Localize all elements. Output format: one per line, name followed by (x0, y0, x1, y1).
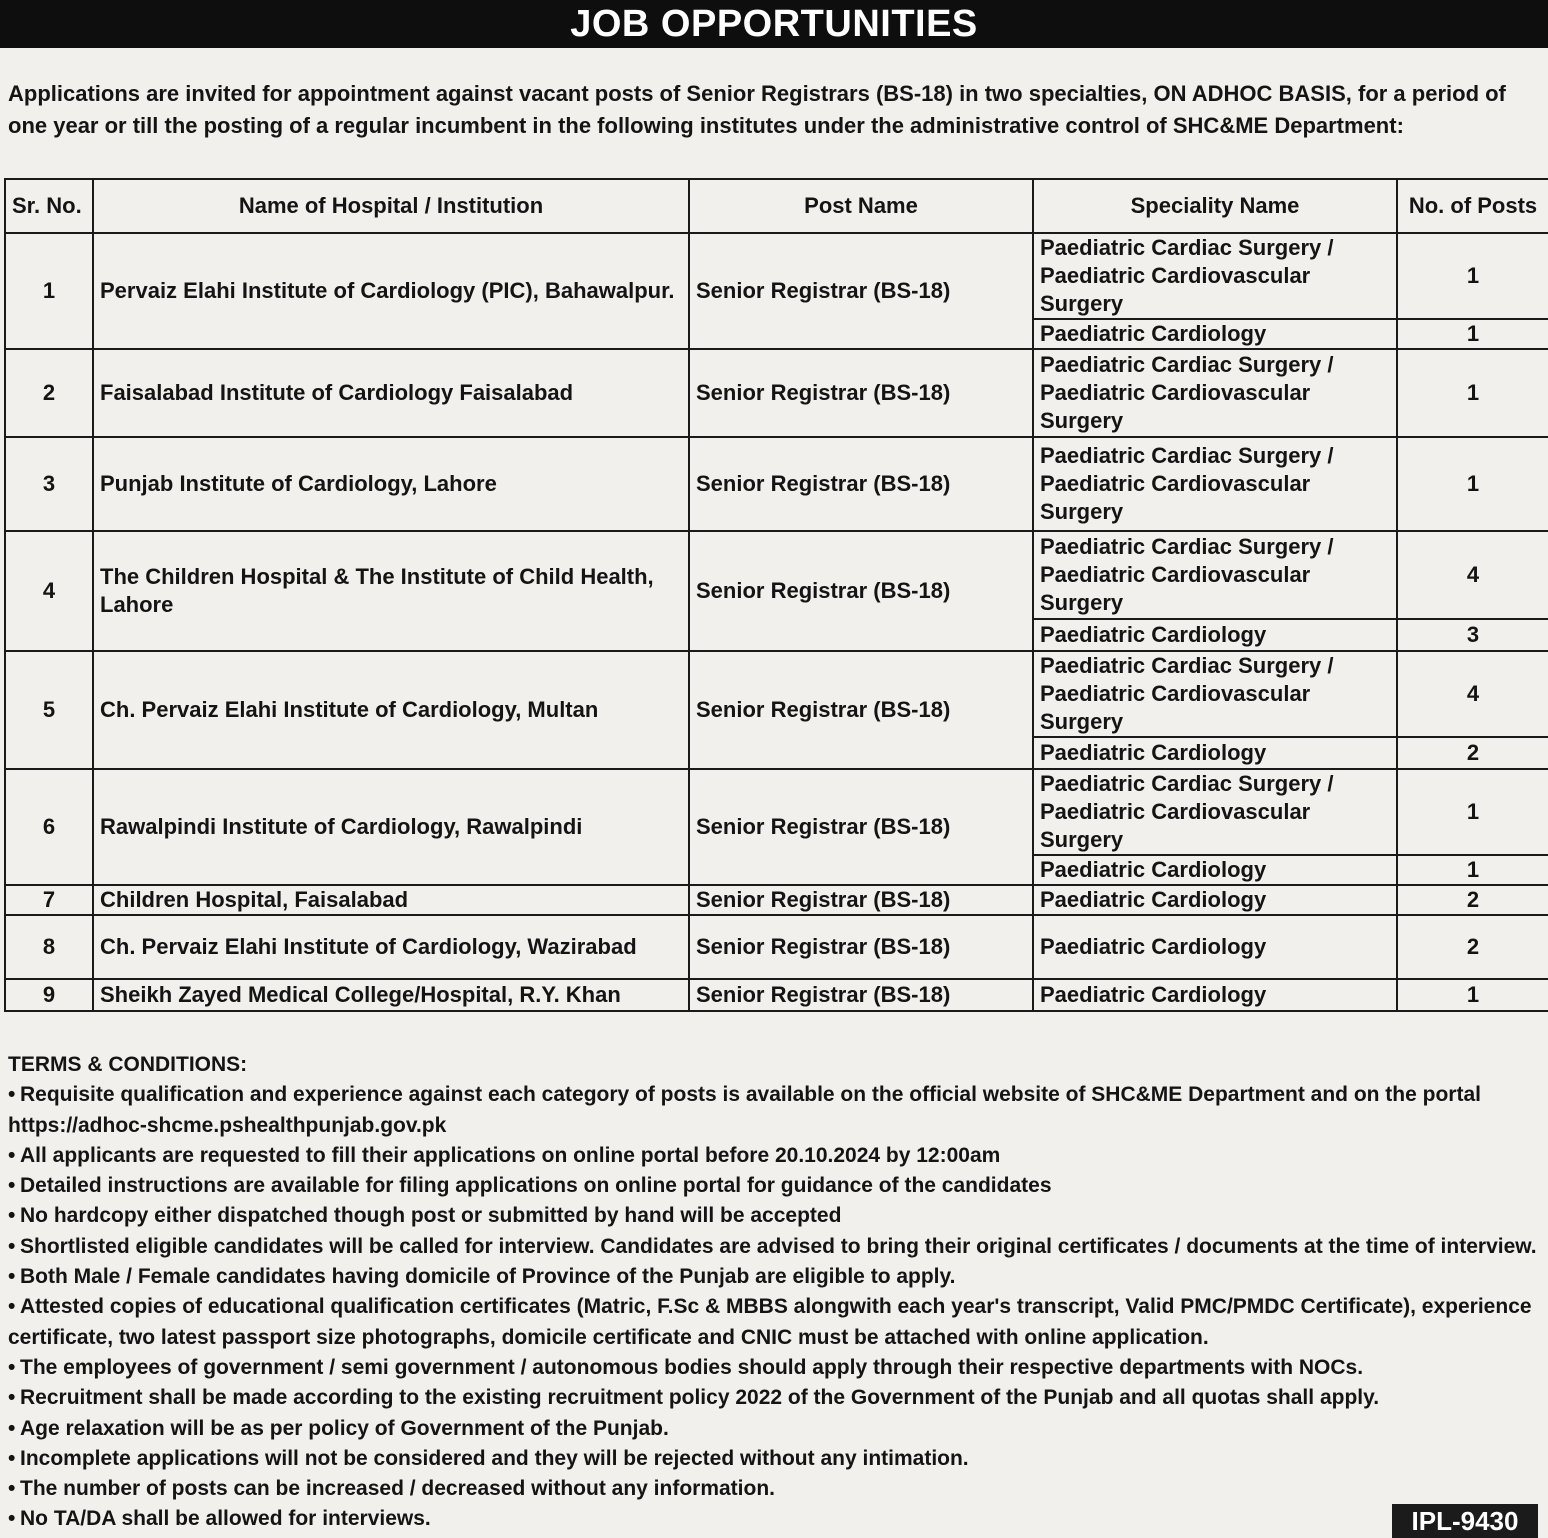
cell-speciality: Paediatric Cardiac Surgery / Paediatric Cardiovascular Surgery (1033, 769, 1397, 855)
terms-item (8, 1262, 1538, 1292)
cell-speciality: Paediatric Cardiac Surgery / Paediatric Cardiovascular Surgery (1033, 437, 1397, 531)
cell-sr-no: 9 (5, 979, 93, 1011)
terms-item (8, 1201, 1538, 1231)
bullet-icon: • (8, 1143, 16, 1167)
terms-item (8, 1414, 1538, 1444)
header-speciality: Speciality Name (1033, 179, 1397, 233)
table-body (5, 233, 1548, 1011)
terms-item-text: Age relaxation will be as per policy of Government of the Punjab. (20, 1416, 669, 1440)
cell-no-of-posts: 1 (1397, 319, 1548, 349)
cell-post-name: Senior Registrar (BS-18) (689, 349, 1033, 437)
cell-no-of-posts: 2 (1397, 915, 1548, 979)
terms-item-text: All applicants are requested to fill their applications on online portal before 20.10.2024 by 12:00am (20, 1143, 1001, 1167)
cell-post-name: Senior Registrar (BS-18) (689, 651, 1033, 769)
cell-hospital: Rawalpindi Institute of Cardiology, Rawalpindi (93, 769, 689, 885)
cell-no-of-posts: 1 (1397, 769, 1548, 855)
terms-title: TERMS & CONDITIONS: (8, 1053, 248, 1076)
cell-sr-no: 6 (5, 769, 93, 885)
cell-speciality: Paediatric Cardiac Surgery / Paediatric Cardiovascular Surgery (1033, 349, 1397, 437)
cell-speciality: Paediatric Cardiology (1033, 737, 1397, 769)
cell-post-name: Senior Registrar (BS-18) (689, 531, 1033, 651)
terms-item-text: Requisite qualification and experience against each category of posts is available on the official website of SHC&ME Department and on the portal https://adhoc-shcme.pshealthpunjab.gov.pk (8, 1083, 1481, 1137)
bullet-icon: • (8, 1234, 16, 1258)
cell-hospital: Children Hospital, Faisalabad (93, 885, 689, 915)
cell-hospital: Ch. Pervaiz Elahi Institute of Cardiology, Wazirabad (93, 915, 689, 979)
cell-no-of-posts: 2 (1397, 737, 1548, 769)
cell-speciality: Paediatric Cardiology (1033, 885, 1397, 915)
cell-speciality: Paediatric Cardiology (1033, 319, 1397, 349)
cell-hospital: The Children Hospital & The Institute of Child Health, Lahore (93, 531, 689, 651)
cell-speciality: Paediatric Cardiology (1033, 855, 1397, 885)
terms-item (8, 1232, 1538, 1262)
cell-speciality: Paediatric Cardiology (1033, 619, 1397, 651)
terms-item (8, 1383, 1538, 1413)
bullet-icon: • (8, 1355, 16, 1379)
bullet-icon: • (8, 1446, 16, 1470)
terms-item (8, 1171, 1538, 1201)
table-row (5, 437, 1548, 531)
bullet-icon: • (8, 1265, 16, 1289)
bullet-icon: • (8, 1507, 16, 1531)
header-hospital: Name of Hospital / Institution (93, 179, 689, 233)
bullet-icon: • (8, 1174, 16, 1198)
bullet-icon: • (8, 1477, 16, 1501)
cell-hospital: Sheikh Zayed Medical College/Hospital, R.Y. Khan (93, 979, 689, 1011)
cell-no-of-posts: 1 (1397, 855, 1548, 885)
terms-section (8, 1050, 1538, 1535)
terms-item-text: The employees of government / semi government / autonomous bodies should apply through their respective departments with NOCs. (20, 1355, 1364, 1379)
cell-sr-no: 5 (5, 651, 93, 769)
terms-item-text: Both Male / Female candidates having domicile of Province of the Punjab are eligible to apply. (20, 1265, 956, 1289)
table-row (5, 979, 1548, 1011)
cell-post-name: Senior Registrar (BS-18) (689, 885, 1033, 915)
bullet-icon: • (8, 1416, 16, 1440)
terms-item (8, 1353, 1538, 1383)
cell-no-of-posts: 1 (1397, 349, 1548, 437)
terms-item (8, 1504, 1538, 1534)
terms-item-text: The number of posts can be increased / decreased without any information. (20, 1477, 775, 1501)
terms-item-text: No TA/DA shall be allowed for interviews. (20, 1507, 431, 1531)
table-row (5, 651, 1548, 737)
cell-sr-no: 7 (5, 885, 93, 915)
terms-item-text: No hardcopy either dispatched though post or submitted by hand will be accepted (20, 1204, 842, 1228)
terms-item (8, 1444, 1538, 1474)
cell-no-of-posts: 3 (1397, 619, 1548, 651)
intro-paragraph: Applications are invited for appointment against vacant posts of Senior Registrars (BS-18) in two specialties, ON ADHOC BASIS, for a period of one year or till the posting of a regular incumbent in the following institutes under the administrative control of SHC&ME Department: (8, 81, 1506, 138)
cell-sr-no: 3 (5, 437, 93, 531)
cell-post-name: Senior Registrar (BS-18) (689, 769, 1033, 885)
cell-post-name: Senior Registrar (BS-18) (689, 437, 1033, 531)
terms-list (8, 1080, 1538, 1534)
terms-item-text: Shortlisted eligible candidates will be called for interview. Candidates are advised to bring their original certificates / documents at the time of interview. (20, 1234, 1537, 1258)
table-row (5, 531, 1548, 619)
cell-speciality: Paediatric Cardiac Surgery / Paediatric Cardiovascular Surgery (1033, 531, 1397, 619)
bullet-icon: • (8, 1295, 16, 1319)
terms-item (8, 1292, 1538, 1353)
cell-sr-no: 4 (5, 531, 93, 651)
cell-post-name: Senior Registrar (BS-18) (689, 915, 1033, 979)
table-row (5, 233, 1548, 319)
terms-item-text: Recruitment shall be made according to the existing recruitment policy 2022 of the Government of the Punjab and all quotas shall apply. (20, 1386, 1380, 1410)
cell-sr-no: 8 (5, 915, 93, 979)
bullet-icon: • (8, 1083, 16, 1107)
table-header-row (5, 179, 1548, 233)
cell-speciality: Paediatric Cardiology (1033, 979, 1397, 1011)
header-posts: No. of Posts (1397, 179, 1548, 233)
bullet-icon: • (8, 1386, 16, 1410)
terms-item (8, 1080, 1538, 1141)
cell-no-of-posts: 1 (1397, 437, 1548, 531)
table-row (5, 915, 1548, 979)
header-sr-no: Sr. No. (5, 179, 93, 233)
reference-badge: IPL-9430 (1392, 1504, 1538, 1538)
cell-speciality: Paediatric Cardiac Surgery / Paediatric Cardiovascular Surgery (1033, 233, 1397, 319)
cell-hospital: Faisalabad Institute of Cardiology Faisalabad (93, 349, 689, 437)
cell-post-name: Senior Registrar (BS-18) (689, 979, 1033, 1011)
cell-sr-no: 1 (5, 233, 93, 349)
terms-item-text: Attested copies of educational qualification certificates (Matric, F.Sc & MBBS alongwith each year's transcript, Valid PMC/PMDC Certificate), experience certificate, two latest passport size photographs, domicile certificate and CNIC must be attached with online application. (8, 1295, 1532, 1349)
terms-item-text: Detailed instructions are available for filing applications on online portal for guidance of the candidates (20, 1174, 1052, 1198)
header-post: Post Name (689, 179, 1033, 233)
cell-no-of-posts: 4 (1397, 651, 1548, 737)
cell-no-of-posts: 1 (1397, 233, 1548, 319)
bullet-icon: • (8, 1204, 16, 1228)
table-row (5, 885, 1548, 915)
terms-item (8, 1474, 1538, 1504)
cell-speciality: Paediatric Cardiology (1033, 915, 1397, 979)
cell-no-of-posts: 4 (1397, 531, 1548, 619)
page-title: JOB OPPORTUNITIES (0, 0, 1548, 48)
vacancy-table (4, 178, 1548, 1012)
terms-item (8, 1141, 1538, 1171)
cell-hospital: Punjab Institute of Cardiology, Lahore (93, 437, 689, 531)
table-row (5, 349, 1548, 437)
table-row (5, 769, 1548, 855)
cell-post-name: Senior Registrar (BS-18) (689, 233, 1033, 349)
cell-sr-no: 2 (5, 349, 93, 437)
terms-item-text: Incomplete applications will not be considered and they will be rejected without any intimation. (20, 1446, 969, 1470)
cell-no-of-posts: 2 (1397, 885, 1548, 915)
cell-no-of-posts: 1 (1397, 979, 1548, 1011)
cell-hospital: Pervaiz Elahi Institute of Cardiology (PIC), Bahawalpur. (93, 233, 689, 349)
cell-speciality: Paediatric Cardiac Surgery / Paediatric Cardiovascular Surgery (1033, 651, 1397, 737)
cell-hospital: Ch. Pervaiz Elahi Institute of Cardiology, Multan (93, 651, 689, 769)
